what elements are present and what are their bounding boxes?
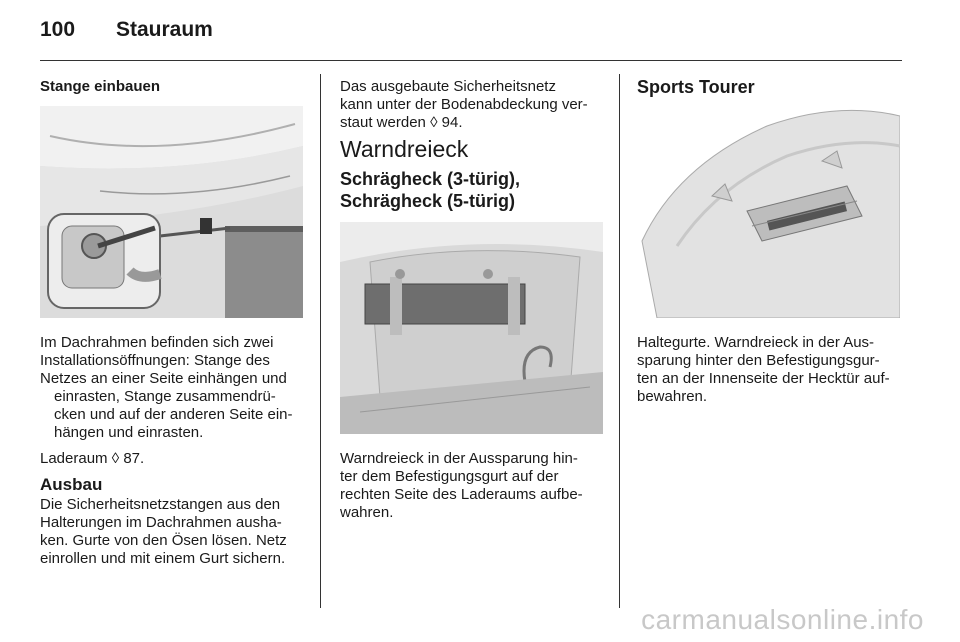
text-line: einrollen und mit einem Gurt sichern.: [40, 550, 286, 567]
text-line: rechten Seite des Laderaums aufbe-: [340, 486, 583, 503]
text-line: Das ausgebaute Sicherheitsnetz: [340, 78, 556, 95]
text-line: bewahren.: [637, 388, 708, 405]
subheading-line: Schrägheck (3-türig),: [340, 169, 521, 189]
text-line: Haltegurte. Warndreieck in der Aus-: [637, 334, 875, 351]
sports-tourer-caption: [637, 334, 903, 406]
page-number: 100: [40, 18, 76, 41]
text-line: ken. Gurte von den Ösen lösen. Netz: [40, 532, 287, 549]
storage-note: [340, 78, 604, 132]
text-line: Warndreieck in der Aussparung hin-: [340, 450, 578, 467]
text-line: staut werden: [340, 114, 426, 131]
column-2: [340, 78, 604, 530]
install-instructions: [40, 334, 304, 442]
ausbau-instructions: [40, 496, 304, 568]
reference-arrow-icon: ◊: [111, 450, 120, 467]
hatchback-subheading: [340, 168, 604, 212]
hatchback-cargo-illustration: [340, 222, 603, 434]
header-rule: [40, 60, 902, 61]
hatchback-caption: [340, 450, 604, 522]
text-line: hängen und einrasten.: [54, 424, 204, 441]
laderaum-reference[interactable]: [40, 450, 304, 468]
text-line: sparung hinter den Befestigungsgur-: [637, 352, 880, 369]
text-line: cken und auf der anderen Seite ein-: [54, 406, 293, 423]
reference-arrow-icon: ◊: [430, 114, 438, 131]
warning-triangle-title: Warndreieck: [340, 136, 469, 162]
column-divider-1: [320, 74, 321, 608]
ausbau-heading: Ausbau: [40, 475, 103, 494]
text-line: ten an der Innenseite der Hecktür auf-: [637, 370, 890, 387]
text-line: Die Sicherheitsnetzstangen aus den: [40, 496, 281, 513]
text-line: Im Dachrahmen befinden sich zwei: [40, 334, 274, 351]
page-header: [40, 18, 213, 42]
text-line: Halterungen im Dachrahmen ausha-: [40, 514, 282, 531]
ref-label: Laderaum: [40, 450, 108, 467]
column-divider-2: [619, 74, 620, 608]
ref-page: 87.: [123, 450, 145, 467]
text-line: Netzes an einer Seite einhängen und: [40, 370, 287, 387]
column-3: [637, 78, 903, 414]
install-bar-heading: Stange einbauen: [40, 78, 161, 95]
column-1: [40, 78, 304, 576]
watermark: carmanualsonline.info: [641, 604, 924, 635]
text-line: Installationsöffnungen: Stange des: [40, 352, 270, 369]
text-line: wahren.: [340, 504, 394, 521]
ref-page[interactable]: 94.: [441, 114, 463, 131]
page-title: Stauraum: [116, 18, 213, 41]
subheading-line: Schrägheck (5-türig): [340, 191, 516, 211]
text-line: ter dem Befestigungsgurt auf der: [340, 468, 559, 485]
sports-tourer-tailgate-illustration: [637, 106, 900, 318]
text-line: kann unter der Bodenabdeckung ver-: [340, 96, 588, 113]
roof-frame-illustration: [40, 106, 303, 318]
sports-tourer-heading: Sports Tourer: [637, 77, 755, 97]
text-line: einrasten, Stange zusammendrü-: [54, 388, 276, 405]
